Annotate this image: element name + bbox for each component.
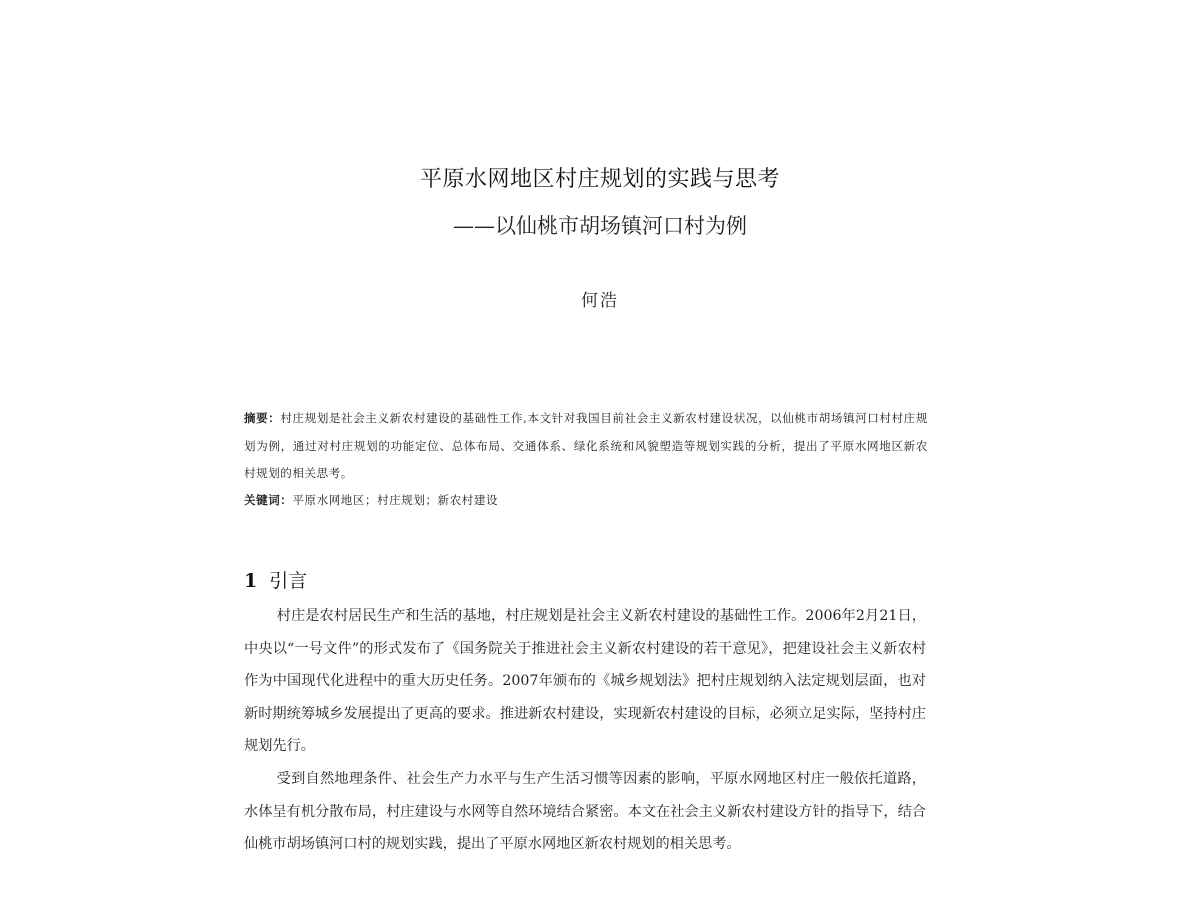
abstract-label: 摘要： bbox=[244, 411, 281, 425]
paper-title: 平原水网地区村庄规划的实践与思考 bbox=[419, 167, 780, 192]
keywords bbox=[244, 488, 928, 512]
section-number: 1 bbox=[244, 570, 258, 592]
abstract-text: 村庄规划是社会主义新农村建设的基础性工作,本文针对我国目前社会主义新农村建设状况，以仙桃市胡场镇河口村村庄规划为例，通过对村庄规划的功能定位、总体布局、交通体系、绿化系统和风貌塑造等规划实践的分析，提出了平原水网地区新农村规划的相关思考。 bbox=[244, 411, 928, 480]
keywords-text: 平原水网地区；村庄规划；新农村建设 bbox=[292, 493, 499, 507]
section-title: 引言 bbox=[269, 570, 308, 592]
paragraph: 受到自然地理条件、社会生产力水平与生产生活习惯等因素的影响，平原水网地区村庄一般依托道路，水体呈有机分散布局，村庄建设与水网等自然环境结合紧密。本文在社会主义新农村建设方针的指导下，结合仙桃市胡场镇河口村的规划实践，提出了平原水网地区新农村规划的相关思考。 bbox=[244, 770, 926, 853]
paper-subtitle: ——以仙桃市胡场镇河口村为例 bbox=[453, 214, 747, 238]
author-name: 何浩 bbox=[581, 291, 619, 311]
section-heading bbox=[244, 566, 307, 593]
paragraph: 村庄是农村居民生产和生活的基地，村庄规划是社会主义新农村建设的基础性工作。2006年2月21日，中央以“一号文件”的形式发布了《国务院关于推进社会主义新农村建设的若干意见》，把建设社会主义新农村作为中国现代化进程中的重大历史任务。2007年颁布的《城乡规划法》把村庄规划纳入法定规划层面，也对新时期统筹城乡发展提出了更高的要求。推进新农村建设，实现新农村建设的目标，必须立足实际，坚持村庄规划先行。 bbox=[244, 608, 926, 755]
section-body bbox=[244, 600, 926, 861]
abstract bbox=[244, 405, 928, 488]
keywords-label: 关键词： bbox=[244, 493, 293, 507]
